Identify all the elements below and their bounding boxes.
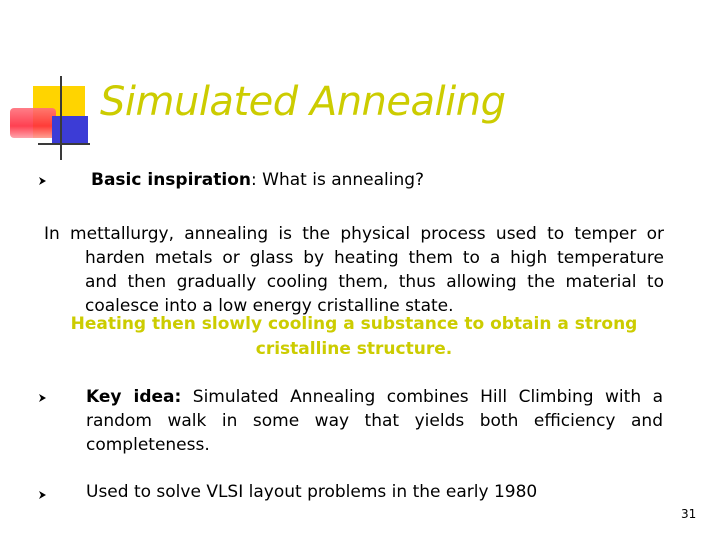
bullet-vlsi: Used to solve VLSI layout problems in the early 1980	[86, 482, 538, 502]
horizontal-line-decoration	[38, 143, 90, 145]
blue-square-decoration	[52, 116, 88, 144]
paragraph-line: coalesce into a low energy cristalline state.	[85, 296, 454, 316]
key-idea-line: random walk in some way that yields both efficiency and	[86, 411, 663, 431]
paragraph-line: In mettallurgy, annealing is the physical process used to temper or	[44, 224, 664, 244]
key-idea-line: completeness.	[86, 435, 210, 455]
arrow-bullet-icon	[38, 176, 48, 186]
arrow-bullet-icon	[38, 393, 48, 403]
annealing-definition-paragraph	[44, 222, 664, 318]
vertical-line-decoration	[60, 76, 62, 160]
key-idea-line	[86, 385, 663, 409]
bullet-key-idea	[86, 385, 663, 457]
key-idea-label: Key idea:	[86, 387, 182, 407]
arrow-bullet-icon	[38, 490, 48, 500]
key-idea-text: Simulated Annealing combines Hill Climbing with a	[181, 387, 664, 407]
highlight-statement	[44, 312, 664, 362]
bullet-basic-inspiration	[91, 170, 424, 190]
bullet-basic-inspiration-label: Basic inspiration	[91, 170, 252, 190]
bullet-basic-inspiration-text: : What is annealing?	[251, 170, 425, 190]
page-number: 31	[681, 507, 697, 521]
highlight-line: cristalline structure.	[255, 339, 453, 359]
paragraph-line: harden metals or glass by heating them to a high temperature	[85, 248, 664, 268]
highlight-line: Heating then slowly cooling a substance to obtain a strong	[70, 314, 638, 334]
paragraph-line: and then gradually cooling them, thus allowing the material to	[85, 272, 664, 292]
slide-title: Simulated Annealing	[100, 79, 506, 125]
red-block-decoration	[10, 108, 56, 138]
